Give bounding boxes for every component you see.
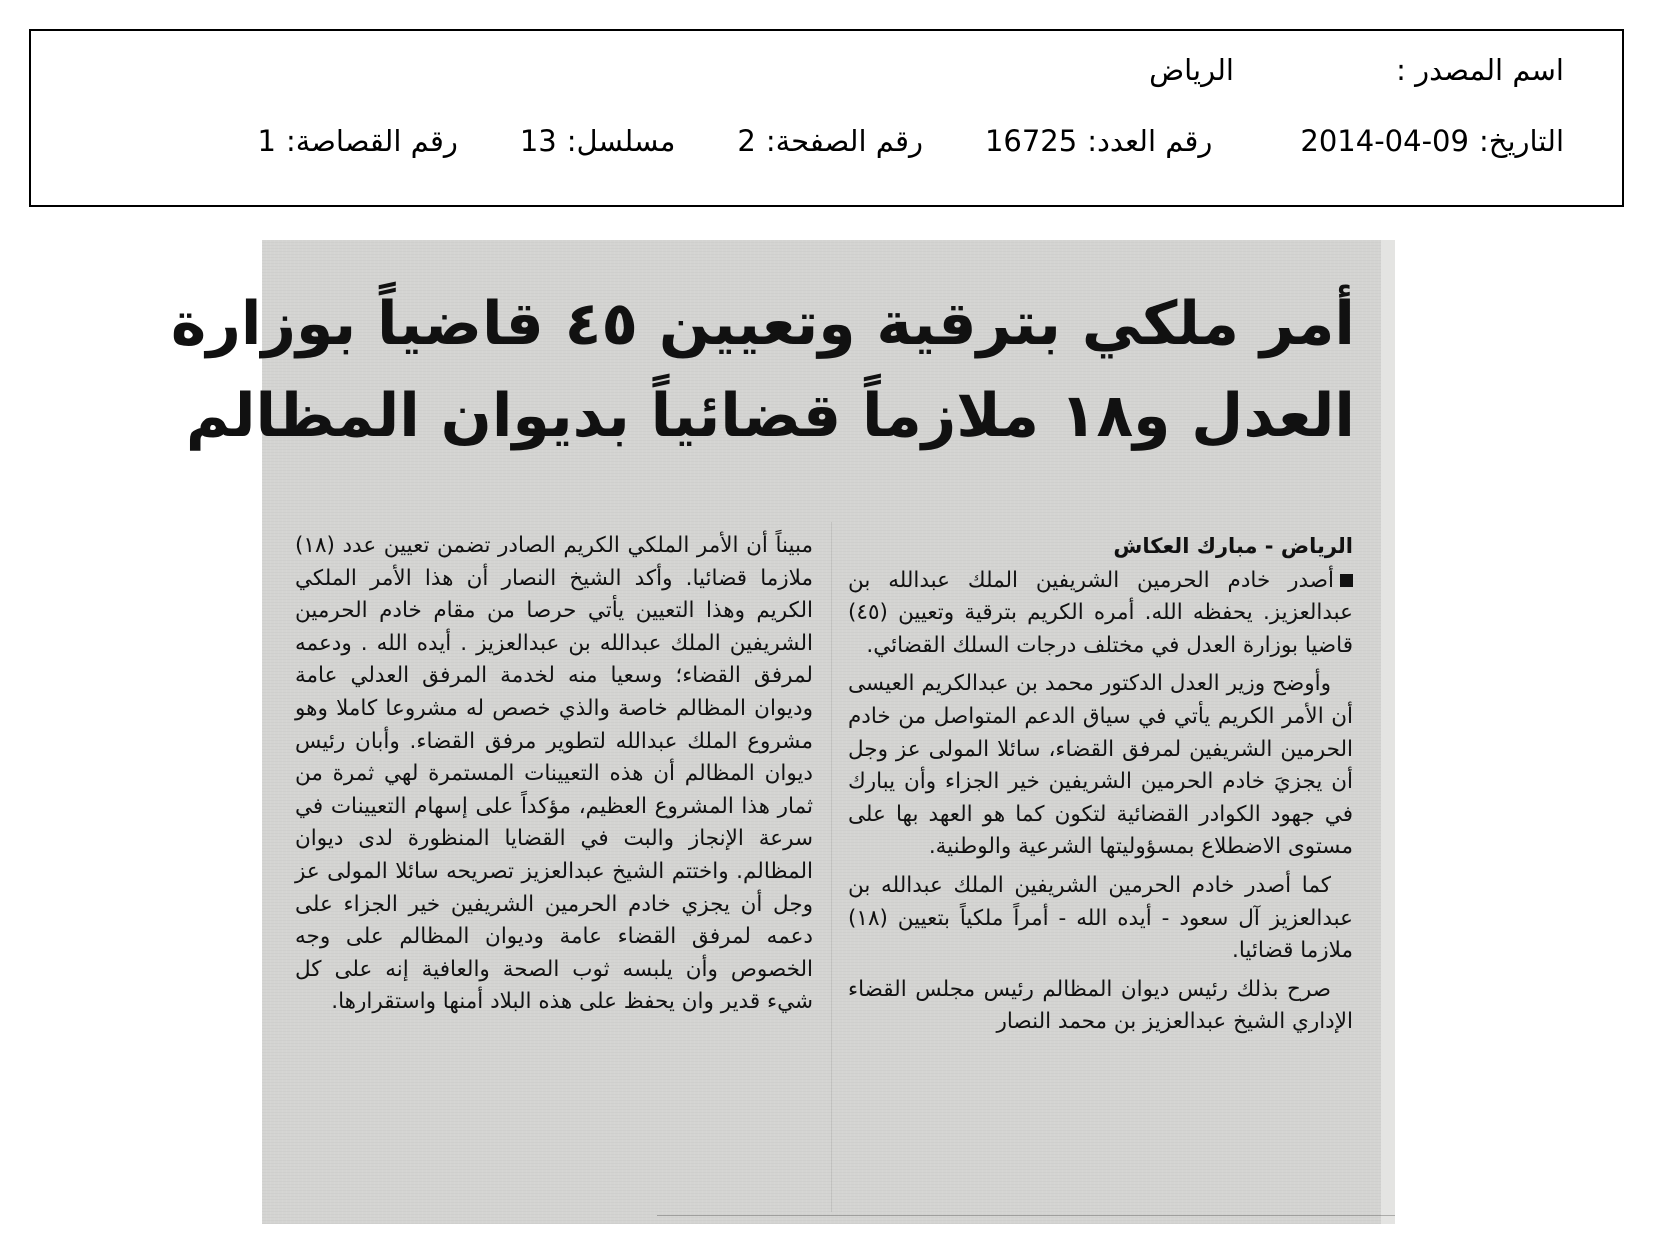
article-headline xyxy=(170,278,1355,462)
paragraph: صرح بذلك رئيس ديوان المظالم رئيس مجلس القضاء الإداري الشيخ عبدالعزيز بن محمد النصار xyxy=(848,976,1353,1035)
paragraph: وأوضح وزير العدل الدكتور محمد بن عبدالكريم العيسى أن الأمر الكريم يأتي في سياق الدعم المتواصل من خادم الحرمين الشريفين لمرفق القضاء، سائلا المولى عز وجل أن يجزيَ خادم الحرمين الشريفين خير الجزاء وأن يبارك في جهود الكوادر القضائية لتكون كما هو العهد بها على مستوى الاضطلاع بمسؤوليتها الشرعية والوطنية. xyxy=(848,671,1353,860)
paragraph: كما أصدر خادم الحرمين الشريفين الملك عبدالله بن عبدالعزيز آل سعود - أيده الله - أمراً ملكياً بتعيين (١٨) ملازما قضائيا. xyxy=(848,872,1353,964)
paragraph: مبيناً أن الأمر الملكي الكريم الصادر تضمن تعيين عدد (١٨) ملازما قضائيا. وأكد الشيخ النصار أن هذا الأمر الملكي الكريم وهذا التعيين يأتي حرصا من مقام خادم الحرمين الشريفين الملك عبدالله بن عبدالعزيز . أيده الله . ودعمه لمرفق القضاء؛ وسعيا منه لخدمة المرفق العدلي عامة وديوان المظالم خاصة والذي خصص له مشروعا كاملا وهو مشروع الملك عبدالله لتطوير مرفق القضاء. وأبان رئيس ديوان المظالم أن هذه التعيينات المستمرة لهي ثمرة من ثمار هذا المشروع العظيم، مؤكداً على إسهام التعيينات في سرعة الإنجاز والبت في القضايا المنظورة لدى ديوان المظالم. واختتم الشيخ عبدالعزيز تصريحه سائلا المولى عز وجل أن يجزي خادم الحرمين الشريفين خير الجزاء على دعمه لمرفق القضاء عامة وديوان المظالم على وجه الخصوص وأن يلبسه ثوب الصحة والعافية إنه على كل شيء قدير وان يحفظ على هذه البلاد أمنها واستقرارها. xyxy=(295,533,813,1015)
clipping-metadata-box xyxy=(29,29,1624,207)
issue-label: رقم العدد: xyxy=(1087,124,1213,158)
article-column-left xyxy=(295,530,813,1025)
headline-line-1: أمر ملكي بترقية وتعيين ٤٥ قاضياً بوزارة xyxy=(170,289,1355,359)
byline: الرياض - مبارك العكاش xyxy=(1113,534,1353,558)
clipping-edge xyxy=(1381,240,1395,1224)
article-column-right xyxy=(848,530,1353,1045)
date-label: التاريخ: xyxy=(1478,124,1564,158)
paragraph xyxy=(848,565,1353,663)
serial-label: مسلسل: xyxy=(566,124,676,158)
issue-value: 16725 xyxy=(984,124,1078,158)
serial-field xyxy=(520,124,676,158)
details-row xyxy=(71,124,1564,158)
page-field xyxy=(737,124,923,158)
clipping-number-field xyxy=(258,124,458,158)
page-value: 2 xyxy=(737,124,756,158)
date-value: 2014-04-09 xyxy=(1300,124,1469,158)
paragraph-text: أصدر خادم الحرمين الشريفين الملك عبدالله بن عبدالعزيز. يحفظه الله. أمره الكريم بترقية وتعيين (٤٥) قاضيا بوزارة العدل في مختلف درجات السلك القضائي. xyxy=(848,567,1353,658)
date-field xyxy=(1300,124,1564,158)
issue-field xyxy=(985,124,1212,158)
clipping-number-value: 1 xyxy=(257,124,276,158)
newspaper-clipping xyxy=(170,240,1395,1224)
square-bullet-icon xyxy=(1340,574,1353,587)
page-label: رقم الصفحة: xyxy=(765,124,923,158)
bottom-rule xyxy=(657,1215,1395,1216)
column-divider xyxy=(831,522,832,1212)
serial-value: 13 xyxy=(519,124,557,158)
source-value: الرياض xyxy=(1149,53,1234,87)
clipping-number-label: رقم القصاصة: xyxy=(285,124,458,158)
source-label: اسم المصدر : xyxy=(1396,53,1564,87)
headline-line-2: العدل و١٨ ملازماً قضائياً بديوان المظالم xyxy=(185,381,1355,451)
source-row xyxy=(71,53,1564,87)
